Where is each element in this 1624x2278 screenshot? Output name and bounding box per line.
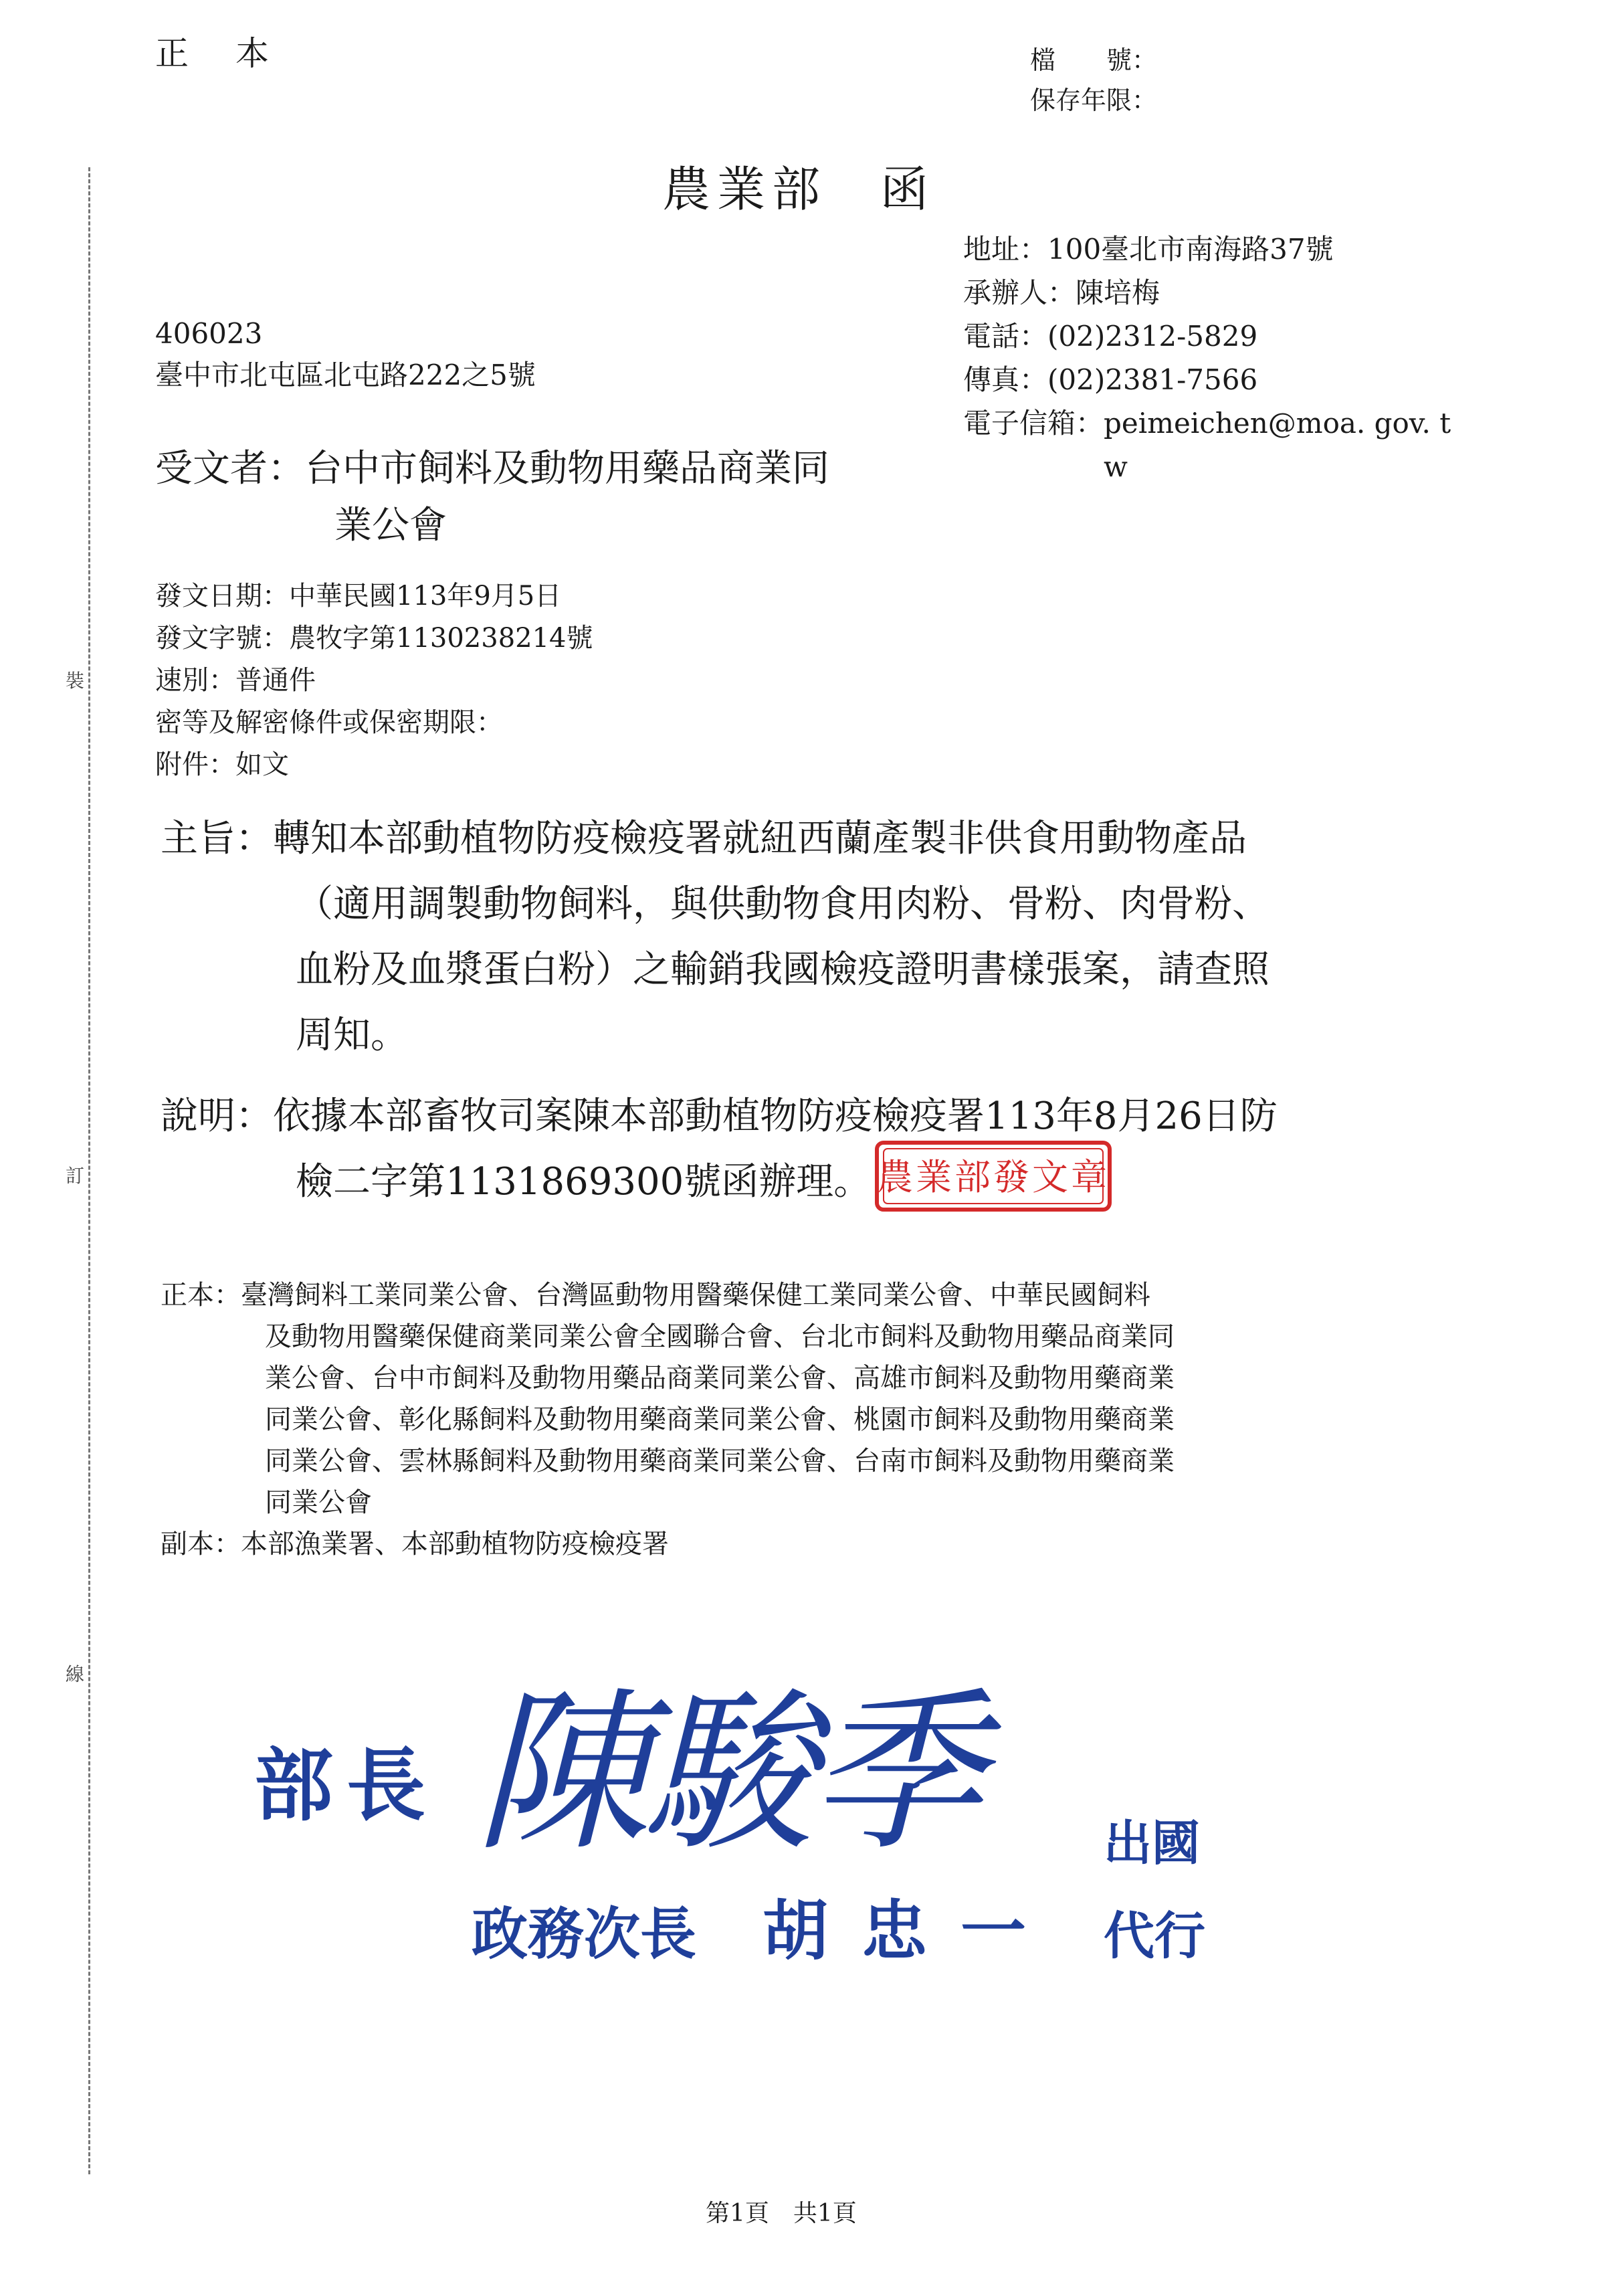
distribution-section [161, 1274, 1175, 1565]
zip-code: 406023 [155, 317, 263, 350]
subject-text-4: 周知。 [296, 1014, 408, 1057]
main-recipients-3: 業公會、台中市飼料及動物用藥品商業同業公會、高雄市飼料及動物用藥商業 [265, 1363, 1175, 1394]
recipient-label: 受文者： [155, 447, 305, 490]
main-recipients-1: 臺灣飼料工業同業公會、台灣區動物用醫藥保健工業同業公會、中華民國飼料 [241, 1280, 1150, 1311]
main-recipients-label: 正本： [161, 1280, 241, 1311]
deputy-name: 胡忠一 [763, 1893, 1060, 1970]
minister-signature: 陳駿季 [475, 1673, 977, 1875]
email-wrap: w [1104, 450, 1128, 483]
subject-section [161, 806, 1270, 1068]
speed-class: 速別：普通件 [155, 665, 316, 696]
mailing-address: 臺中市北屯區北屯路222之5號 [155, 359, 536, 391]
file-meta [1030, 40, 1157, 120]
cc-recipients: 本部漁業署、本部動植物防疫檢疫署 [241, 1529, 669, 1559]
contact-block [963, 227, 1451, 488]
phone-line: 電話：(02)2312-5829 [963, 320, 1258, 353]
fax-line: 傳真：(02)2381-7566 [963, 363, 1258, 396]
minister-status: 出國 [1104, 1815, 1201, 1871]
document-type: 函 [880, 161, 936, 217]
address-line: 地址：100臺北市南海路37號 [963, 233, 1334, 266]
email-label: 電子信箱： [963, 407, 1104, 440]
subject-label: 主旨： [161, 817, 273, 860]
document-title [662, 151, 935, 220]
main-recipients-5: 同業公會、雲林縣飼料及動物用藥商業同業公會、台南市飼料及動物用藥商業 [265, 1446, 1175, 1477]
email-value: peimeichen@moa. gov. t [1104, 407, 1451, 440]
secrecy-class: 密等及解密條件或保密期限： [155, 707, 503, 738]
explanation-text-2: 檢二字第1131869300號函辦理。 [296, 1160, 872, 1204]
signature-block [254, 1632, 1257, 1980]
binding-mark-zhuang: 裝 [66, 662, 84, 697]
retention-label: 保存年限： [1030, 86, 1158, 115]
email-line [963, 401, 1451, 445]
main-recipients-4: 同業公會、彰化縣飼料及動物用藥商業同業公會、桃園市飼料及動物用藥商業 [265, 1404, 1175, 1435]
issue-date: 發文日期：中華民國113年9月5日 [155, 581, 562, 611]
recipient-name: 台中市飼料及動物用藥品商業同 [305, 447, 829, 490]
binding-line [88, 167, 90, 2174]
recipient [155, 440, 829, 554]
issue-number: 發文字號：農牧字第1130238214號 [155, 623, 593, 654]
page-number: 第1頁 共1頁 [706, 2200, 857, 2227]
main-recipients-6: 同業公會 [265, 1487, 372, 1518]
seal-text: 農業部發文章 [877, 1156, 1110, 1198]
explanation-text-1: 依據本部畜牧司案陳本部動植物防疫檢疫署113年8月26日防 [273, 1095, 1278, 1138]
official-seal [873, 1137, 1114, 1214]
subject-text-3: 血粉及血漿蛋白粉）之輸銷我國檢疫證明書樣張案，請查照 [296, 948, 1270, 991]
officer-line: 承辦人：陳培梅 [963, 276, 1160, 309]
acting-label: 代行 [1104, 1906, 1205, 1966]
attachment: 附件：如文 [155, 749, 289, 780]
minister-title: 部長 [254, 1739, 439, 1832]
binding-mark-ding: 訂 [66, 1157, 84, 1192]
agency-name: 農業部 [662, 161, 827, 217]
cc-label: 副本： [161, 1529, 241, 1559]
deputy-title: 政務次長 [472, 1901, 697, 1967]
document-meta [155, 575, 593, 786]
recipient-address [155, 313, 536, 396]
recipient-name-cont: 業公會 [334, 504, 447, 547]
subject-text-2: （適用調製動物飼料，與供動物食用肉粉、骨粉、肉骨粉、 [296, 882, 1270, 926]
binding-mark-xian: 線 [66, 1656, 84, 1691]
main-recipients-2: 及動物用醫藥保健商業同業公會全國聯合會、台北市飼料及動物用藥品商業同 [265, 1321, 1175, 1352]
subject-text-1: 轉知本部動植物防疫檢疫署就紐西蘭產製非供食用動物產品 [273, 817, 1247, 860]
copy-type-label: 正本 [155, 34, 316, 73]
explanation-label: 說明： [161, 1095, 273, 1138]
file-number-label: 檔 號： [1030, 45, 1158, 75]
